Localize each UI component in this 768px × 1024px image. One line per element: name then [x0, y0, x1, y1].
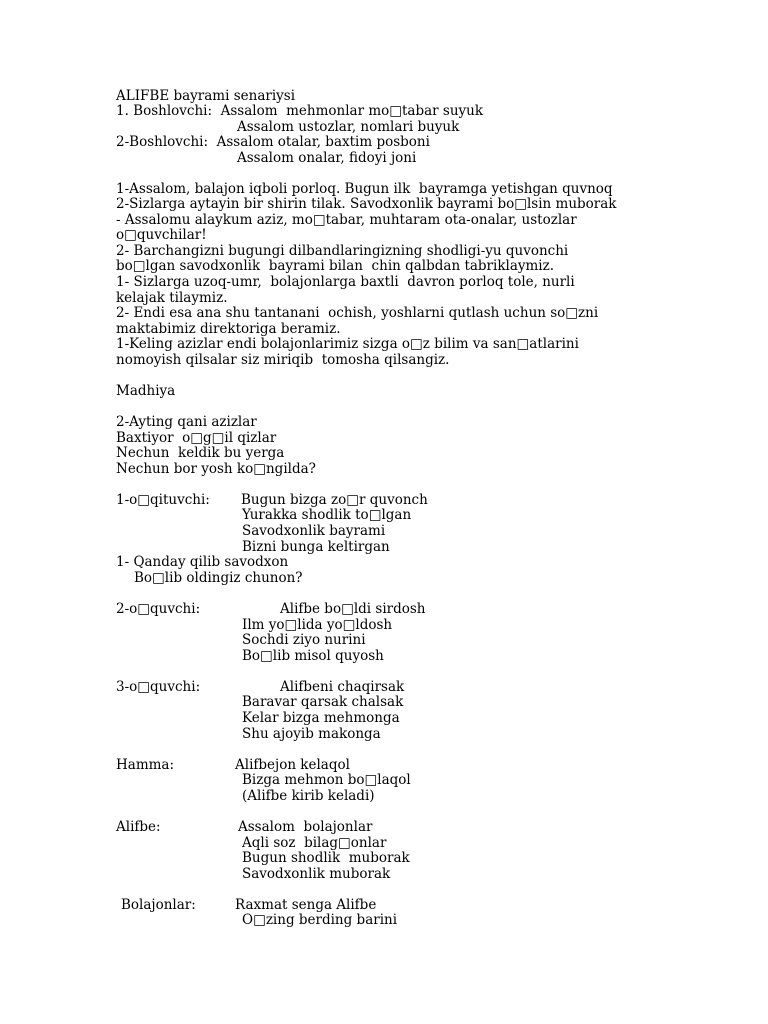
verse-line: Savodxonlik muborak — [242, 866, 391, 882]
verse-line: Aqli soz bilag□onlar — [242, 835, 387, 851]
text-line: Assalom ustozlar, nomlari buyuk — [237, 119, 460, 135]
text-line: 2- Barchangizni bugungi dilbandlaringizning shodligi-yu quvonchi — [116, 243, 569, 259]
text-line: nomoyish qilsalar siz miriqib tomosha qilsangiz. — [116, 352, 450, 368]
text-line: Nechun bor yosh ko□ngilda? — [116, 461, 316, 477]
verse-line: Kelar bizga mehmonga — [242, 710, 400, 726]
verse-line: Bizni bunga keltirgan — [242, 539, 390, 555]
speaker-label: Hamma: — [116, 757, 175, 773]
text-line: 1. Boshlovchi: Assalom mehmonlar mo□tabar suyuk — [116, 103, 484, 119]
text-line: o□quvchilar! — [116, 227, 207, 243]
verse-line: Ilm yo□lida yo□ldosh — [242, 617, 393, 633]
speaker-label: 2-o□quvchi: — [116, 601, 201, 617]
text-line: Nechun keldik bu yerga — [116, 445, 285, 461]
document-title: ALIFBE bayrami senariysi — [116, 88, 296, 104]
speaker-label: 1-o□qituvchi: — [116, 492, 210, 508]
verse-line: Assalom bolajonlar — [238, 819, 373, 835]
text-line: Assalom onalar, fidoyi joni — [237, 150, 417, 166]
speaker-label: Alifbe: — [116, 819, 161, 835]
verse-line: Bugun shodlik muborak — [242, 850, 410, 866]
verse-line: Raxmat senga Alifbe — [235, 897, 377, 913]
text-line: 2-Boshlovchi: Assalom otalar, baxtim posboni — [116, 134, 430, 150]
verse-line: Bo□lib oldingiz chunon? — [134, 570, 303, 586]
section-heading: Madhiya — [116, 383, 176, 399]
text-line: 2- Endi esa ana shu tantanani ochish, yoshlarni qutlash uchun so□zni — [116, 305, 599, 321]
verse-line: Bizga mehmon bo□laqol — [242, 772, 411, 788]
text-line: 1-Keling azizlar endi bolajonlarimiz sizga o□z bilim va san□atlarini — [116, 336, 579, 352]
speaker-label: 3-o□quvchi: — [116, 679, 201, 695]
text-line: kelajak tilaymiz. — [116, 290, 228, 306]
text-line: maktabimiz direktoriga beramiz. — [116, 321, 341, 337]
verse-line: Yurakka shodlik to□lgan — [242, 507, 412, 523]
verse-line: Baravar qarsak chalsak — [242, 694, 404, 710]
text-line: 1- Sizlarga uzoq-umr, bolajonlarga baxtli davron porloq tole, nurli — [116, 274, 575, 290]
verse-line: Sochdi ziyo nurini — [242, 632, 366, 648]
text-line: 2-Sizlarga aytayin bir shirin tilak. Savodxonlik bayrami bo□lsin muborak — [116, 196, 617, 212]
verse-line: Bo□lib misol quyosh — [242, 648, 384, 664]
text-line: Baxtiyor o□g□il qizlar — [116, 430, 277, 446]
verse-line: Alifbe bo□ldi sirdosh — [280, 601, 426, 617]
verse-line: Shu ajoyib makonga — [242, 726, 381, 742]
text-line: 1-Assalom, balajon iqboli porloq. Bugun ilk bayramga yetishgan quvnoq — [116, 181, 613, 197]
verse-line: Savodxonlik bayrami — [242, 523, 386, 539]
text-line: bo□lgan savodxonlik bayrami bilan chin qalbdan tabriklaymiz. — [116, 258, 555, 274]
verse-line: O□zing berding barini — [242, 912, 398, 928]
speaker-label: Bolajonlar: — [121, 897, 196, 913]
text-line: - Assalomu alaykum aziz, mo□tabar, muhtaram ota-onalar, ustozlar — [116, 212, 577, 228]
verse-line: Bugun bizga zo□r quvonch — [241, 492, 428, 508]
verse-line: Alifbeni chaqirsak — [280, 679, 405, 695]
verse-line: 1- Qanday qilib savodxon — [116, 554, 289, 570]
verse-line: Alifbejon kelaqol — [235, 757, 350, 773]
text-line: 2-Ayting qani azizlar — [116, 414, 257, 430]
stage-direction: (Alifbe kirib keladi) — [242, 788, 375, 804]
